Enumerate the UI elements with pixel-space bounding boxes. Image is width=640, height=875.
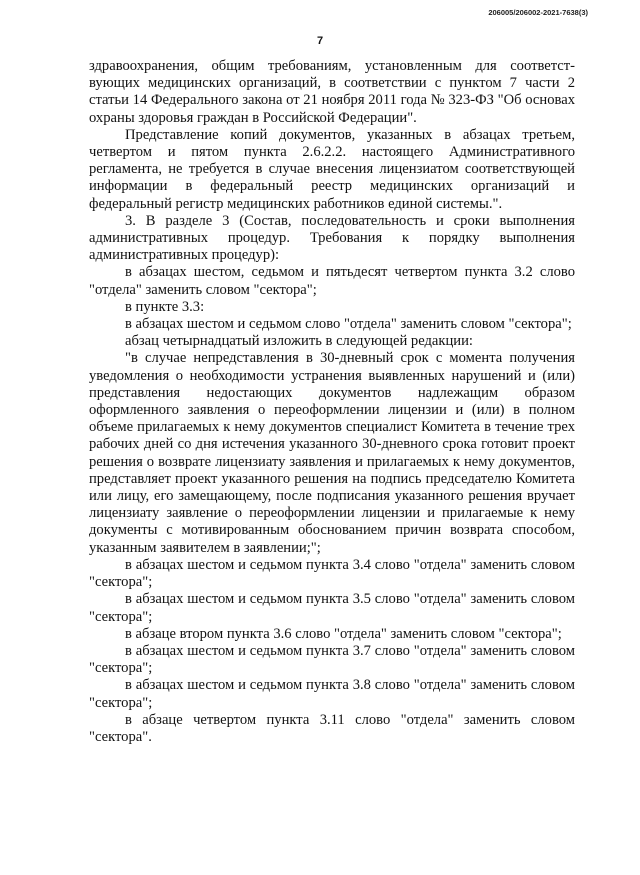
paragraph-abz-14: абзац четырнадцатый изложить в следующей редакции: xyxy=(125,333,473,350)
paragraph-section-3: 3. В разделе 3 (Состав, последовательность и сроки выполнения административных процедур. Требования к порядку выполнения административных процедур): xyxy=(89,212,575,264)
paragraph-item-3-6: в абзаце втором пункта 3.6 слово "отдела" заменить словом "сектора"; xyxy=(125,625,562,642)
paragraph-item-3-7: в абзацах шестом и седьмом пункта 3.7 слово "отдела" заменить словом "сектора"; xyxy=(89,642,575,677)
paragraph-item-3-4: в абзацах шестом и седьмом пункта 3.4 слово "отдела" заменить словом "сектора"; xyxy=(89,556,575,591)
paragraph-continuation: здравоохранения, общим требованиям, установленным для соответст-вующих медицинских организаций, в соответствии с пунктом 7 части 2 статьи 14 Федерального закона от 21 ноября 2011 года № 323-ФЗ "Об основах охраны здоровья граждан в Российской Федерации". xyxy=(89,58,575,126)
paragraph-item-3-8: в абзацах шестом и седьмом пункта 3.8 слово "отдела" заменить словом "сектора"; xyxy=(89,677,575,711)
paragraph-item-3-2: в абзацах шестом, седьмом и пятьдесят четвертом пункта 3.2 слово "отдела" заменить словом "сектора"; xyxy=(89,264,575,298)
paragraph-item-3-3: в пункте 3.3: xyxy=(125,298,205,315)
paragraph-item-3-3-abz: в абзацах шестом и седьмом слово "отдела" заменить словом "сектора"; xyxy=(125,316,572,333)
paragraph-copies-not-required: Представление копий документов, указанных в абзацах третьем, четвертом и пятом пункта 2.6.2.2. настоящего Административного регламента, не требуется в случае внесения лицензиатом соответствующей информации в федеральный реестр медицинских организаций и федеральный регистр медицинских работников единой системы.". xyxy=(89,126,575,212)
paragraph-item-3-11: в абзаце четвертом пункта 3.11 слово "отдела" заменить словом "сектора". xyxy=(89,711,575,745)
page-number: 7 xyxy=(316,35,324,47)
document-body xyxy=(89,58,575,746)
paragraph-new-wording: "в случае непредставления в 30-дневный срок с момента получения уведомления о необходимости устранения выявленных нарушений и (или) представления недостающих документов надлежащим образом оформленного заявления о переоформлении лицензии и (или) в полном объеме прилагаемых к нему документов специалист Комитета в течение трех рабочих дней со дня истечения указанного 30-дневного срока готовит проект решения о возврате лицензиату заявления и прилагаемых к нему документов, представляет проект указанного решения на подпись председателю Комитета или лицу, его замещающему, после подписания указанного решения вручает лицензиату заявление о переоформлении лицензии и прилагаемые к нему документы с мотивированным обоснованием причин возврата способом, указанным заявителем в заявлении;"; xyxy=(89,350,575,556)
document-code: 206005/206002-2021-7638(3) xyxy=(488,8,588,17)
paragraph-item-3-5: в абзацах шестом и седьмом пункта 3.5 слово "отдела" заменить словом "сектора"; xyxy=(89,591,575,625)
